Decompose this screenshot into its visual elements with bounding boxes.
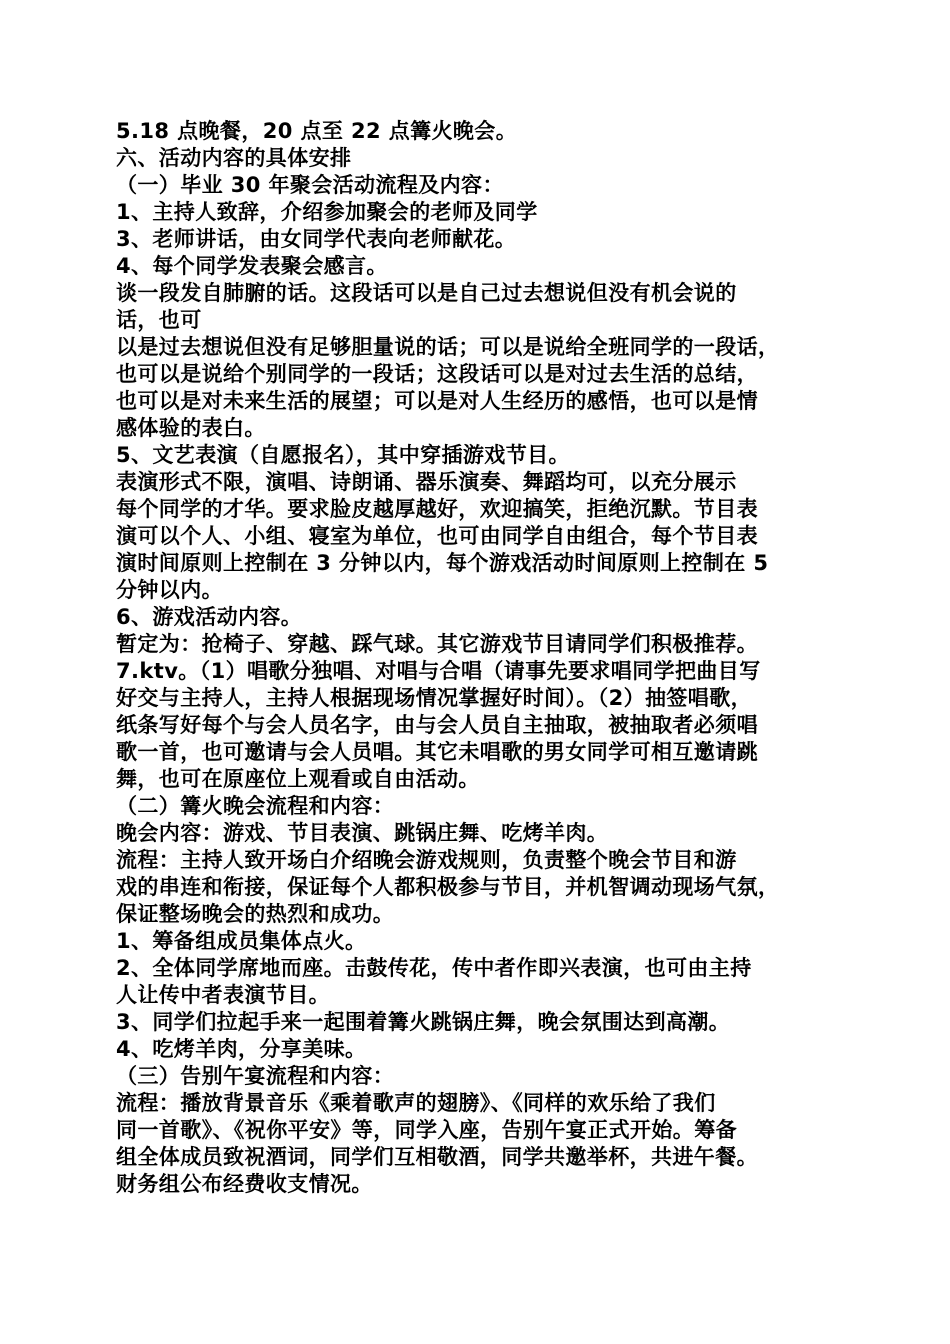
text-line: 财务组公布经费收支情况。 xyxy=(116,1172,373,1196)
text-line: 3、老师讲话，由女同学代表向老师献花。 xyxy=(116,227,517,251)
text-line: 歌一首，也可邀请与会人员唱。其它未唱歌的男女同学可相互邀请跳 xyxy=(116,740,758,764)
text-line: 流程：主持人致开场白介绍晚会游戏规则，负责整个晚会节目和游 xyxy=(116,848,737,872)
text-line: 舞，也可在原座位上观看或自由活动。 xyxy=(116,767,480,791)
subsection-heading: （一）毕业 30 年聚会活动流程及内容： xyxy=(116,173,504,197)
text-line: 分钟以内。 xyxy=(116,578,223,602)
text-line: 话，也可 xyxy=(116,308,202,332)
text-line: 表演形式不限，演唱、诗朗诵、器乐演奏、舞蹈均可，以充分展示 xyxy=(116,470,737,494)
text-line: 保证整场晚会的热烈和成功。 xyxy=(116,902,395,926)
text-line: 晚会内容：游戏、节目表演、跳锅庄舞、吃烤羊肉。 xyxy=(116,821,609,845)
text-line: 暂定为：抢椅子、穿越、踩气球。其它游戏节目请同学们积极推荐。 xyxy=(116,632,758,656)
text-line: 3、同学们拉起手来一起围着篝火跳锅庄舞，晚会氛围达到高潮。 xyxy=(116,1010,731,1034)
subsection-heading: （二）篝火晚会流程和内容： xyxy=(116,794,395,818)
text-line: 1、主持人致辞，介绍参加聚会的老师及同学 xyxy=(116,200,538,224)
document-body xyxy=(116,118,846,1198)
text-line: 1、筹备组成员集体点火。 xyxy=(116,929,367,953)
text-line: 人让传中者表演节目。 xyxy=(116,983,330,1007)
text-line: 每个同学的才华。要求脸皮越厚越好，欢迎搞笑，拒绝沉默。节目表 xyxy=(116,497,758,521)
text-line: 流程：播放背景音乐《乘着歌声的翅膀》、《同样的欢乐给了我们 xyxy=(116,1091,716,1115)
text-line: 组全体成员致祝酒词，同学们互相敬酒，同学共邀举杯，共进午餐。 xyxy=(116,1145,758,1169)
text-line: 演时间原则上控制在 3 分钟以内，每个游戏活动时间原则上控制在 5 xyxy=(116,551,769,575)
text-line: 谈一段发自肺腑的话。这段话可以是自己过去想说但没有机会说的 xyxy=(116,281,737,305)
text-line: 2、全体同学席地而座。击鼓传花，传中者作即兴表演，也可由主持 xyxy=(116,956,752,980)
text-line: 4、吃烤羊肉，分享美味。 xyxy=(116,1037,367,1061)
subsection-heading: （三）告别午宴流程和内容： xyxy=(116,1064,395,1088)
section-heading: 六、活动内容的具体安排 xyxy=(116,146,352,170)
text-line: 戏的串连和衔接，保证每个人都积极参与节目，并机智调动现场气氛， xyxy=(116,875,780,899)
text-line: 演可以个人、小组、寝室为单位，也可由同学自由组合，每个节目表 xyxy=(116,524,758,548)
text-line: 7.ktv。（1）唱歌分独唱、对唱与合唱（请事先要求唱同学把曲目写 xyxy=(116,659,761,683)
text-line: 同一首歌》、《祝你平安》等，同学入座，告别午宴正式开始。筹备 xyxy=(116,1118,737,1142)
text-line: 4、每个同学发表聚会感言。 xyxy=(116,254,388,278)
text-line: 5.18 点晚餐，20 点至 22 点篝火晚会。 xyxy=(116,119,518,143)
text-line: 也可以是对未来生活的展望；可以是对人生经历的感悟，也可以是情 xyxy=(116,389,758,413)
text-line: 感体验的表白。 xyxy=(116,416,266,440)
text-line: 也可以是说给个别同学的一段话；这段话可以是对过去生活的总结， xyxy=(116,362,758,386)
text-line: 纸条写好每个与会人员名字，由与会人员自主抽取，被抽取者必须唱 xyxy=(116,713,758,737)
text-line: 5、文艺表演（自愿报名），其中穿插游戏节目。 xyxy=(116,443,570,467)
text-line: 以是过去想说但没有足够胆量说的话；可以是说给全班同学的一段话， xyxy=(116,335,780,359)
text-line: 好交与主持人，主持人根据现场情况掌握好时间）。（2）抽签唱歌， xyxy=(116,686,753,710)
text-line: 6、游戏活动内容。 xyxy=(116,605,303,629)
